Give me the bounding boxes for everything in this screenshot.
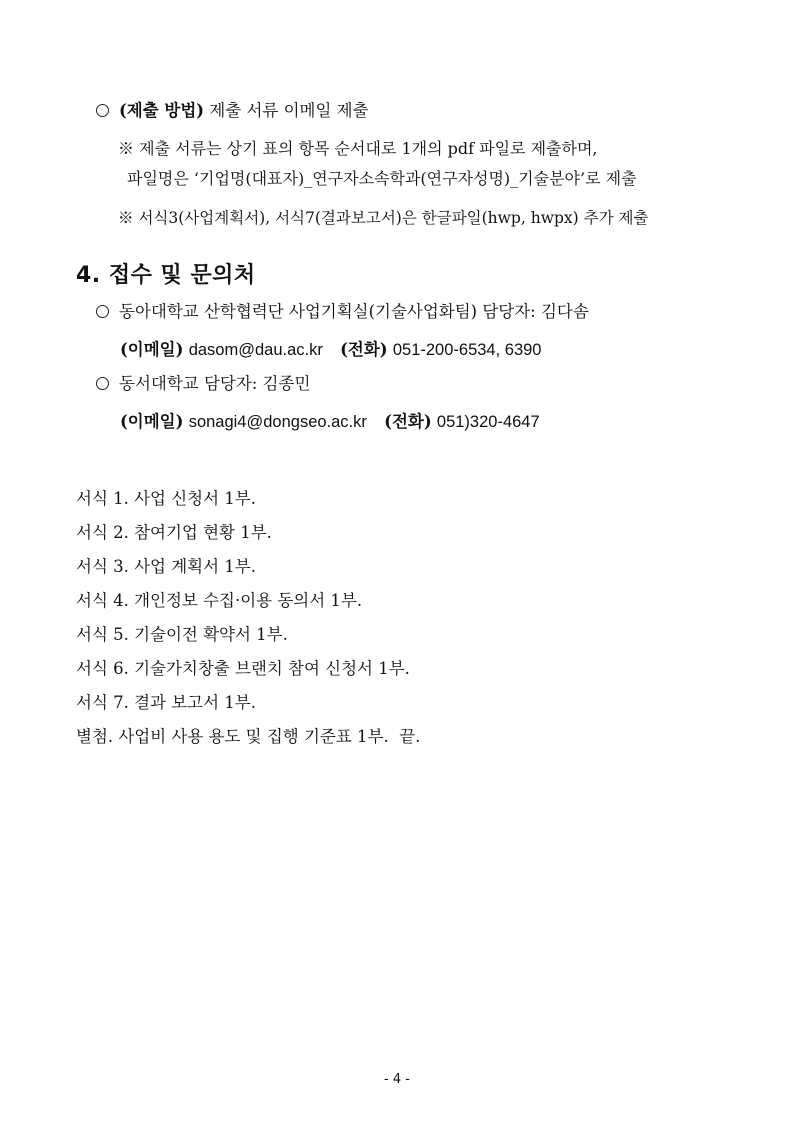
circle-bullet-icon xyxy=(96,377,109,390)
submission-note-2 xyxy=(118,208,648,228)
circle-bullet-icon xyxy=(96,104,109,117)
form-list-item: 서식 6. 기술가치창출 브랜치 참여 신청서 1부. xyxy=(76,659,410,678)
email-label: (이메일) xyxy=(120,412,184,431)
form-list-item: 서식 7. 결과 보고서 1부. xyxy=(76,693,256,712)
contact-org-line xyxy=(96,302,589,322)
form-list-item: 서식 1. 사업 신청서 1부. xyxy=(76,489,256,508)
contact-org: 동서대학교 담당자: 김종민 xyxy=(119,374,311,393)
phone-number: 051-200-6534, 6390 xyxy=(392,341,542,359)
phone-number: 051)320-4647 xyxy=(436,413,540,431)
note-1-line-2: 파일명은 ‘기업명(대표자)_연구자소속학과(연구자성명)_기술분야’로 제출 xyxy=(127,169,637,188)
reference-mark-icon: ※ xyxy=(118,139,135,158)
contact-org-line xyxy=(96,374,310,394)
contact-details-line xyxy=(120,412,540,432)
submission-label: (제출 방법) xyxy=(119,101,205,120)
form-list-item: 서식 2. 참여기업 현황 1부. xyxy=(76,523,272,542)
submission-text: 제출 서류 이메일 제출 xyxy=(209,101,369,120)
email-label: (이메일) xyxy=(120,340,184,359)
form-list-item: 서식 3. 사업 계획서 1부. xyxy=(76,557,256,576)
contact-details-line xyxy=(120,340,541,360)
circle-bullet-icon xyxy=(96,305,109,318)
contact-org: 동아대학교 산학협력단 사업기획실(기술사업화팀) 담당자: 김다솜 xyxy=(119,302,589,321)
section-heading: 4. 접수 및 문의처 xyxy=(76,263,256,288)
phone-label: (전화) xyxy=(340,340,388,359)
note-1-line-1: 제출 서류는 상기 표의 항목 순서대로 1개의 pdf 파일로 제출하며, xyxy=(139,139,598,158)
form-list-item: 서식 5. 기술이전 확약서 1부. xyxy=(76,625,288,644)
form-list-item-appendix: 별첨. 사업비 사용 용도 및 집행 기준표 1부. 끝. xyxy=(76,727,421,746)
form-list-item: 서식 4. 개인정보 수집·이용 동의서 1부. xyxy=(76,591,363,610)
phone-label: (전화) xyxy=(384,412,432,431)
submission-method-line xyxy=(96,101,369,121)
email-link[interactable]: dasom@dau.ac.kr xyxy=(188,341,323,359)
submission-note-1-continued xyxy=(127,169,637,189)
reference-mark-icon: ※ xyxy=(118,209,134,227)
email-link[interactable]: sonagi4@dongseo.ac.kr xyxy=(188,413,367,431)
note-2-text: 서식3(사업계획서), 서식7(결과보고서)은 한글파일(hwp, hwpx) 추가 제출 xyxy=(138,209,649,227)
submission-note-1 xyxy=(118,139,598,159)
page-number: - 4 - xyxy=(384,1072,410,1087)
